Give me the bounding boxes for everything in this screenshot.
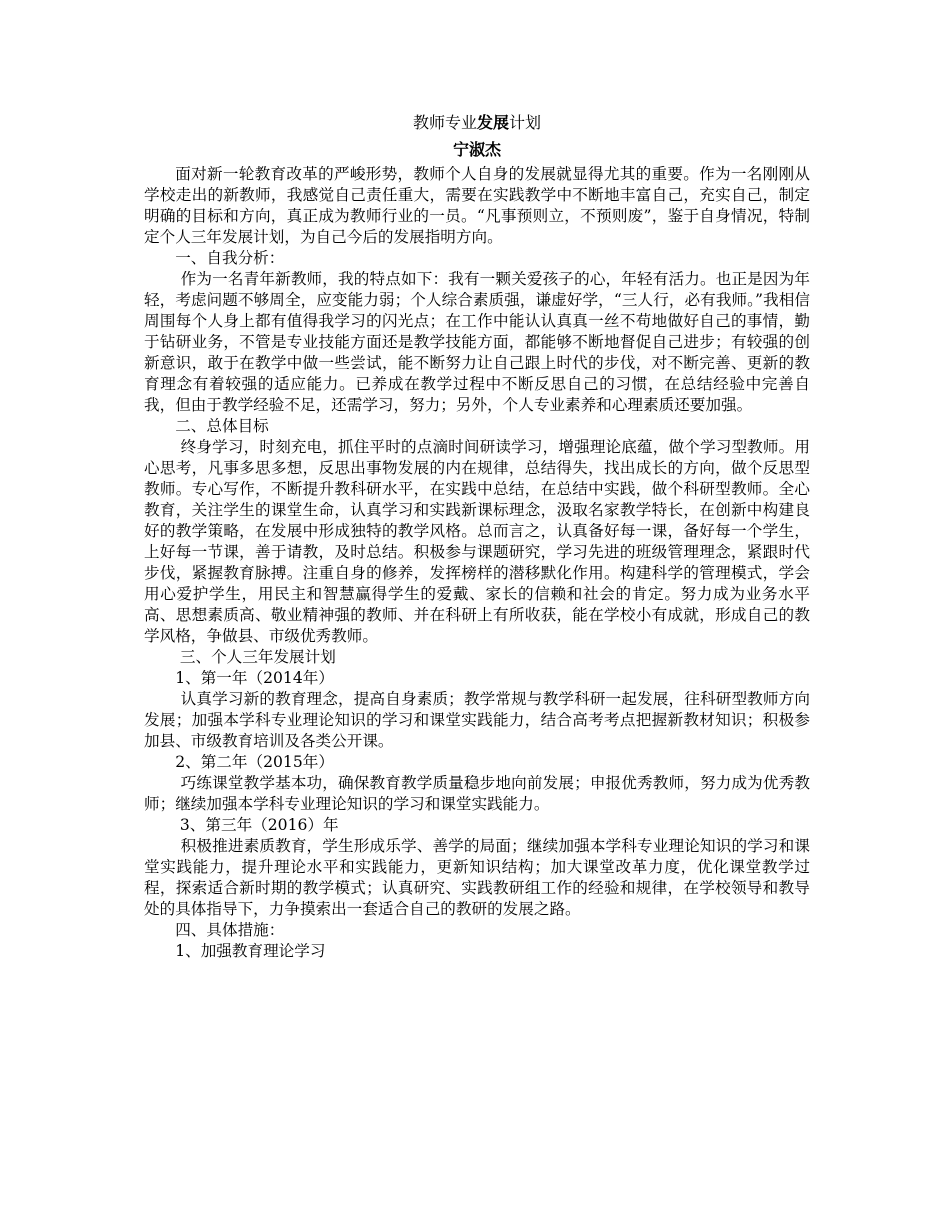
title-bold: 发展 (476, 113, 509, 132)
year1-heading: 1、第一年（2014年） (175, 669, 334, 687)
section1-paragraph: 作为一名青年新教师，我的特点如下：我有一颗关爱孩子的心，年轻有活力。也正是因为年轻，考虑问题不够周全，应变能力弱；个人综合素质强，谦虚好学，“三人行，必有我师。”我相信周围每个人身上都有值得我学习的闪光点；在工作中能认认真真一丝不苟地做好自己的事情，勤于钻研业务，不管是专业技能方面还是教学技能方面，都能够不断地督促自己进步；有较强的创新意识，敢于在教学中做一些尝试，能不断努力让自己跟上时代的步伐，对不断完善、更新的教育理念有着较强的适应能力。已养成在教学过程中不断反思自己的习惯，在总结经验中完善自我，但由于教学经验不足，还需学习，努力；另外，个人专业素养和心理素质还要加强。 (144, 270, 810, 414)
document-title (144, 112, 810, 133)
title-part1: 教师专业 (412, 113, 477, 132)
section4-heading: 四、具体措施： (175, 921, 285, 939)
section3-heading: 三、个人三年发展计划 (179, 648, 336, 666)
year2-paragraph: 巧练课堂教学基本功，确保教育教学质量稳步地向前发展；申报优秀教师，努力成为优秀教师；继续加强本学科专业理论知识的学习和课堂实践能力。 (144, 774, 810, 813)
intro-paragraph: 面对新一轮教育改革的严峻形势，教师个人自身的发展就显得尤其的重要。作为一名刚刚从学校走出的新教师，我感觉自己责任重大，需要在实践教学中不断地丰富自己，充实自己，制定明确的目标和方向，真正成为教师行业的一员。“凡事预则立，不预则废”，鉴于自身情况，特制定个人三年发展计划，为自己今后的发展指明方向。 (144, 165, 810, 246)
year1-paragraph: 认真学习新的教育理念，提高自身素质；教学常规与教学科研一起发展，往科研型教师方向发展；加强本学科专业理论知识的学习和课堂实践能力，结合高考考点把握新教材知识；积极参加县、市级教育培训及各类公开课。 (144, 690, 810, 750)
title-part2: 计划 (509, 113, 542, 132)
section2-paragraph: 终身学习，时刻充电，抓住平时的点滴时间研读学习，增强理论底蕴，做个学习型教师。用心思考，凡事多思多想，反思出事物发展的内在规律，总结得失，找出成长的方向，做个反思型教师。专心写作，不断提升教科研水平，在实践中总结，在总结中实践，做个科研型教师。全心教育，关注学生的课堂生命，认真学习和实践新课标理念，汲取名家教学特长，在创新中构建良好的教学策略，在发展中形成独特的教学风格。总而言之，认真备好每一课，备好每一个学生，上好每一节课，善于请教，及时总结。积极参与课题研究，学习先进的班级管理理念，紧跟时代步伐，紧握教育脉搏。注重自身的修养，发挥榜样的潜移默化作用。构建科学的管理模式，学会用心爱护学生，用民主和智慧赢得学生的爱戴、家长的信赖和社会的肯定。努力成为业务水平高、思想素质高、敬业精神强的教师、并在科研上有所收获，能在学校小有成就，形成自己的教学风格，争做县、市级优秀教师。 (144, 438, 810, 645)
year2-heading: 2、第二年（2015年） (175, 753, 334, 771)
document-page (144, 112, 810, 962)
measure1-heading: 1、加强教育理论学习 (175, 942, 326, 960)
year3-paragraph: 积极推进素质教育，学生形成乐学、善学的局面；继续加强本学科专业理论知识的学习和课堂实践能力，提升理论水平和实践能力，更新知识结构；加大课堂改革力度，优化课堂教学过程，探索适合新时期的教学模式；认真研究、实践教研组工作的经验和规律，在学校领导和教导处的具体指导下，力争摸索出一套适合自己的教研的发展之路。 (144, 837, 810, 918)
year3-heading: 3、第三年（2016）年 (179, 816, 339, 834)
section2-heading: 二、总体目标 (175, 417, 269, 435)
author-name: 宁淑杰 (452, 140, 501, 159)
section1-heading: 一、自我分析： (175, 249, 285, 267)
